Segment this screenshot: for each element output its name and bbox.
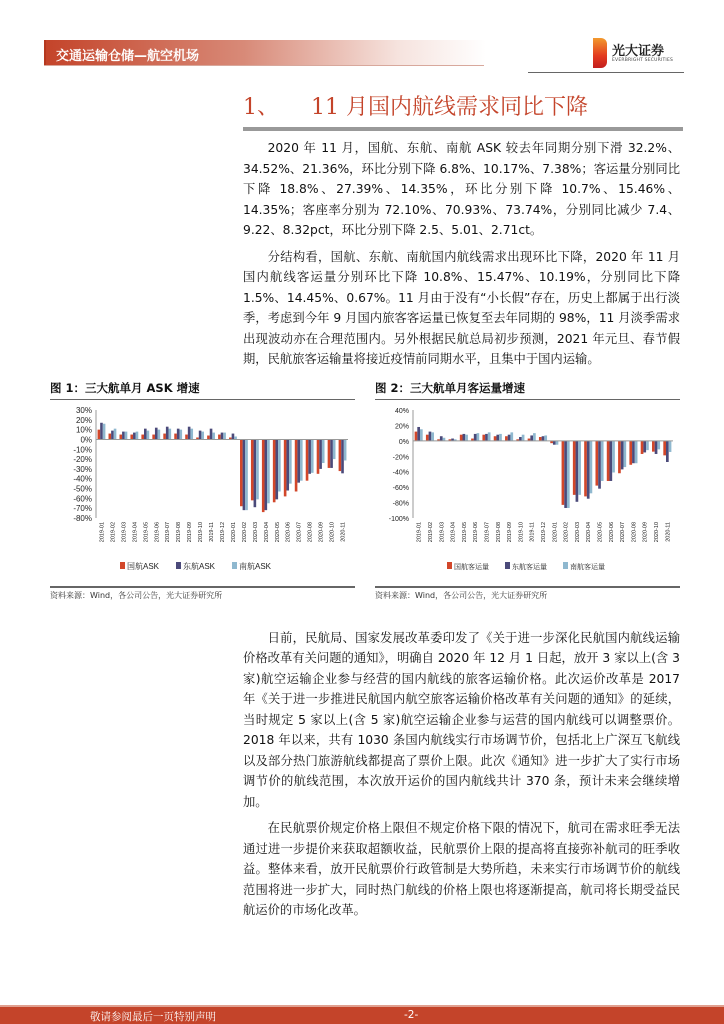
x-tick-label: 2020-01 — [230, 521, 237, 542]
bar-南航客运量 — [635, 440, 638, 462]
bar-南航ASK — [201, 431, 204, 439]
bar-南航客运量 — [499, 433, 502, 440]
bar-国航ASK — [98, 429, 101, 439]
paragraph-1: 2020 年 11 月，国航、东航、南航 ASK 较去年同期分别下滑 32.2%、34.52%、21.36%，环比分别下降 6.8%、10.17%、7.38%；客运量分别同比下降 18.8%、27.39%、14.35%，环比分别下降 10.7%、15.46%、14.35%；客座率分别为 72.10%、70.93%、73.74%，分别同比减少 7.4、9.22、8.32pct，环比分别下降 2.5、5.01、2.71ct。 — [243, 141, 680, 237]
bar-东航客运量 — [485, 433, 488, 440]
logo-mark-icon — [593, 38, 607, 68]
bar-东航客运量 — [417, 426, 420, 440]
bar-东航客运量 — [666, 440, 669, 461]
bar-国航客运量 — [629, 440, 632, 464]
bar-东航客运量 — [440, 436, 443, 441]
x-tick-label: 2020-07 — [296, 521, 303, 542]
legend-swatch — [232, 562, 237, 569]
bar-南航ASK — [158, 429, 161, 439]
x-tick-label: 2019-06 — [473, 521, 480, 542]
bar-南航ASK — [179, 429, 182, 439]
bar-东航客运量 — [553, 440, 556, 444]
bar-国航ASK — [218, 434, 221, 439]
bar-国航客运量 — [641, 440, 644, 453]
legend-label: 南航ASK — [239, 561, 272, 571]
bar-国航ASK — [152, 434, 155, 439]
legend-swatch — [447, 562, 452, 569]
section-title: 交通运输仓储—航空机场 — [56, 49, 200, 64]
x-tick-label: 2020-04 — [586, 521, 593, 542]
x-tick-label: 2019-04 — [450, 521, 457, 542]
x-tick-label: 2019-01 — [416, 521, 423, 542]
logo-english: EVERBRIGHT SECURITIES — [612, 58, 674, 63]
bar-南航ASK — [322, 439, 325, 463]
x-tick-label: 2019-10 — [518, 521, 525, 542]
bar-南航ASK — [256, 439, 259, 499]
bar-南航ASK — [125, 431, 128, 439]
bar-南航客运量 — [420, 429, 423, 441]
paragraph-4: 在民航票价规定价格上限但不规定价格下限的情况下，航司在需求旺季无法通过进一步提价来获取超额收益，民航票价上限的提高将直接弥补航司的旺季收益。整体来看，放开民航票价行政管制是大势所趋，未来实行市场调节价的航线范围将进一步扩大，同时热门航线的价格上限也将逐渐提高，航司将长期受益民航运价的市场化改革。 — [243, 821, 680, 917]
bar-东航ASK — [122, 431, 125, 439]
y-tick-label: -100% — [388, 515, 409, 523]
figure-2-source: 资料来源：Wind，各公司公告，光大证券研究所 — [375, 590, 548, 600]
y-tick-label: 40% — [394, 407, 409, 415]
y-tick-label: 20% — [394, 422, 409, 430]
bar-国航ASK — [306, 439, 309, 480]
legend-label: 南航客运量 — [570, 563, 605, 571]
bar-国航客运量 — [663, 440, 666, 455]
x-tick-label: 2020-10 — [329, 521, 336, 542]
x-tick-label: 2019-03 — [439, 521, 446, 542]
bar-东航客运量 — [519, 437, 522, 441]
legend-swatch — [563, 562, 568, 569]
bar-东航ASK — [166, 426, 169, 439]
bar-南航ASK — [267, 439, 270, 503]
bar-东航客运量 — [542, 436, 545, 441]
x-tick-label: 2019-10 — [198, 521, 205, 542]
bar-国航ASK — [207, 435, 210, 439]
bar-东航客运量 — [474, 433, 477, 440]
figure-2-chart — [375, 400, 680, 586]
bar-南航ASK — [190, 428, 193, 439]
bar-东航ASK — [100, 422, 103, 439]
x-tick-label: 2020-08 — [631, 521, 638, 542]
x-tick-label: 2019-11 — [529, 521, 536, 542]
x-tick-label: 2019-09 — [507, 521, 514, 542]
figure-2-title: 图 2：三大航单月客运量增速 — [375, 380, 526, 395]
bar-南航客运量 — [623, 440, 626, 466]
bar-南航客运量 — [544, 435, 547, 440]
x-tick-label: 2020-06 — [285, 521, 292, 542]
bar-国航ASK — [141, 434, 144, 439]
bar-东航客运量 — [496, 434, 499, 440]
bar-南航ASK — [114, 428, 117, 439]
bar-国航ASK — [328, 439, 331, 467]
bar-国航客运量 — [426, 434, 429, 440]
bar-南航ASK — [333, 439, 336, 459]
bar-东航ASK — [155, 427, 158, 439]
bar-国航ASK — [174, 433, 177, 439]
y-tick-label: -60% — [392, 484, 409, 492]
bar-国航客运量 — [494, 436, 497, 441]
bar-国航客运量 — [415, 431, 418, 440]
bar-国航客运量 — [539, 437, 542, 441]
figure-1-source: 资料来源：Wind，各公司公告，光大证券研究所 — [50, 590, 223, 600]
bar-国航ASK — [295, 439, 298, 491]
bar-东航ASK — [188, 426, 191, 439]
bar-南航客运量 — [646, 440, 649, 449]
bar-南航ASK — [278, 439, 281, 491]
footer-disclaimer-link: 敬请参阅最后一页特别声明 — [90, 1011, 216, 1023]
figures-row — [50, 380, 724, 602]
y-tick-label: -10% — [73, 444, 92, 454]
bar-东航ASK — [308, 439, 311, 473]
y-tick-label: -50% — [73, 484, 92, 494]
y-tick-label: -40% — [392, 469, 409, 477]
x-tick-label: 2020-05 — [274, 521, 281, 542]
x-tick-label: 2019-09 — [187, 521, 194, 542]
bar-南航ASK — [344, 439, 347, 460]
bar-南航客运量 — [465, 434, 468, 440]
bar-国航客运量 — [607, 440, 610, 480]
paragraph-3: 日前，民航局、国家发展改革委印发了《关于进一步深化民航国内航线运输价格改革有关问题的通知》，明确自 2020 年 12 月 1 日起，放开 3 家以上(含 3 家)航空运输企业参与经营的国内航线的旅客运输价格。此次运价改革是 2017 年《关于进一步推进民航国内航空旅客运输价格改革有关问题的通知》的延续，当时规定 5 家以上(含 5 家)航空运输企业参与运营的国内航线可以调整票价。2018 年以来，共有 1030 条国内航线实行市场调节价，包括北上广深互飞航线以及部分热门旅游航线都提高了票价上限。此次《通知》进一步扩大了实行市场调节价的航线范围，本次放开运价的国内航线共计 370 条，预计未来会继续增加。 — [243, 630, 680, 809]
bar-东航客运量 — [564, 440, 567, 507]
bar-东航ASK — [144, 428, 147, 439]
bar-国航ASK — [273, 439, 276, 502]
y-tick-label: 0% — [398, 438, 409, 446]
paragraph-2: 分结构看，国航、东航、南航国内航线需求出现环比下降，2020 年 11 月国内航线客运量分别环比下降 10.8%、15.47%、10.19%，分别同比下降 1.5%、14.45%、0.67%。11 月由于没有“小长假”存在，历史上都属于出行淡季，考虑到今年 9 月国内旅客客运量已恢复至去年同期的 98%，11 月淡季需求出现波动亦在合理范围内。另外根据民航总局初步预测，2021 年元旦、春节假期，民航旅客运输量将接近疫情前同期水平，且集中于国内运输。 — [243, 249, 680, 366]
legend-swatch — [505, 562, 510, 569]
bar-东航ASK — [133, 432, 136, 439]
bar-南航客运量 — [533, 433, 536, 441]
body-content — [0, 138, 724, 921]
x-tick-label: 2020-11 — [340, 521, 347, 542]
bar-南航ASK — [147, 430, 150, 439]
bar-东航客运量 — [643, 440, 646, 452]
bar-国航ASK — [262, 439, 265, 512]
bar-东航ASK — [265, 439, 268, 510]
bar-东航ASK — [341, 439, 344, 473]
legend-label: 东航ASK — [183, 561, 216, 571]
bar-东航客运量 — [463, 433, 466, 440]
bar-东航客运量 — [576, 440, 579, 501]
figure-1-title: 图 1：三大航单月 ASK 增速 — [50, 380, 200, 395]
bar-东航ASK — [330, 439, 333, 467]
bar-国航ASK — [130, 434, 133, 439]
x-tick-label: 2019-02 — [427, 521, 434, 542]
bar-国航客运量 — [562, 440, 565, 504]
figure-1-bottom-rule — [50, 586, 355, 588]
heading-title: 11 月国内航线需求同比下降 — [311, 95, 588, 120]
bar-国航客运量 — [652, 440, 655, 451]
bar-国航客运量 — [595, 440, 598, 485]
bar-东航ASK — [177, 428, 180, 439]
bar-东航客运量 — [655, 440, 658, 453]
x-tick-label: 2019-04 — [132, 521, 139, 542]
heading-underline — [243, 127, 683, 131]
bar-东航ASK — [199, 430, 202, 439]
bar-东航客运量 — [587, 440, 590, 498]
x-tick-label: 2020-03 — [252, 521, 259, 542]
bar-东航ASK — [297, 439, 300, 482]
footer-bar — [0, 1005, 724, 1024]
bar-南航ASK — [300, 439, 303, 480]
x-tick-label: 2019-07 — [484, 521, 491, 542]
bar-南航客运量 — [612, 440, 615, 472]
bar-国航ASK — [317, 439, 320, 473]
y-tick-label: -30% — [73, 464, 92, 474]
x-tick-label: 2019-07 — [165, 521, 172, 542]
bar-国航ASK — [163, 433, 166, 439]
bar-东航ASK — [111, 430, 114, 439]
y-tick-label: -80% — [73, 513, 92, 523]
x-tick-label: 2019-05 — [143, 521, 150, 542]
x-tick-label: 2020-02 — [241, 521, 248, 542]
x-tick-label: 2020-08 — [307, 521, 314, 542]
x-tick-label: 2019-11 — [209, 521, 216, 542]
bar-南航客运量 — [510, 432, 513, 440]
bar-南航客运量 — [669, 440, 672, 451]
bar-东航客运量 — [609, 440, 612, 480]
x-tick-label: 2020-09 — [642, 521, 649, 542]
bar-国航ASK — [339, 439, 342, 471]
x-tick-label: 2020-03 — [574, 521, 581, 542]
bar-东航ASK — [254, 439, 257, 507]
bar-南航ASK — [212, 432, 215, 439]
x-tick-label: 2019-03 — [121, 521, 128, 542]
y-tick-label: 20% — [75, 415, 92, 425]
y-tick-label: 30% — [75, 405, 92, 415]
bar-南航客运量 — [567, 440, 570, 507]
y-tick-label: -20% — [392, 453, 409, 461]
bar-东航客运量 — [621, 440, 624, 469]
y-tick-label: -70% — [73, 503, 92, 513]
x-tick-label: 2019-06 — [154, 521, 161, 542]
bar-南航ASK — [245, 439, 248, 510]
y-tick-label: -80% — [392, 500, 409, 508]
bar-南航ASK — [223, 432, 226, 439]
bar-国航ASK — [119, 434, 122, 439]
x-tick-label: 2019-08 — [495, 521, 502, 542]
bar-南航ASK — [136, 431, 139, 439]
bar-南航客运量 — [431, 432, 434, 440]
x-tick-label: 2019-05 — [461, 521, 468, 542]
bar-南航客运量 — [601, 440, 604, 480]
x-tick-label: 2020-07 — [620, 521, 627, 542]
figure-1 — [50, 380, 355, 602]
page-number: -2- — [404, 1009, 419, 1021]
bar-南航ASK — [289, 439, 292, 483]
x-tick-label: 2020-02 — [563, 521, 570, 542]
bar-东航ASK — [232, 433, 235, 439]
legend-label: 国航ASK — [127, 561, 160, 571]
bar-南航客运量 — [657, 440, 660, 448]
bar-南航客运量 — [590, 440, 593, 492]
bar-东航客运量 — [429, 431, 432, 440]
bar-国航客运量 — [573, 440, 576, 494]
x-tick-label: 2020-11 — [665, 521, 672, 542]
bar-东航客运量 — [508, 434, 511, 440]
bar-东航ASK — [286, 439, 289, 490]
bar-南航客运量 — [578, 440, 581, 494]
bar-国航ASK — [284, 439, 287, 496]
figure-1-chart — [50, 400, 355, 586]
x-tick-label: 2019-01 — [99, 521, 106, 542]
bar-国航客运量 — [584, 440, 587, 496]
x-tick-label: 2020-01 — [552, 521, 559, 542]
x-tick-label: 2019-08 — [176, 521, 183, 542]
bar-国航客运量 — [618, 440, 621, 472]
section-heading — [243, 94, 588, 122]
bar-东航客运量 — [632, 440, 635, 462]
bar-国航客运量 — [460, 434, 463, 440]
y-tick-label: -60% — [73, 493, 92, 503]
legend-swatch — [176, 562, 181, 569]
x-tick-label: 2020-06 — [608, 521, 615, 542]
heading-number: 1、 — [243, 95, 279, 120]
x-tick-label: 2019-12 — [541, 521, 547, 542]
x-tick-label: 2020-09 — [318, 521, 325, 542]
legend-label: 国航客运量 — [454, 563, 489, 571]
x-tick-label: 2020-10 — [654, 521, 661, 542]
bar-东航ASK — [243, 439, 246, 510]
y-tick-label: 10% — [75, 425, 92, 435]
bar-国航ASK — [185, 434, 188, 439]
header-divider — [44, 65, 484, 66]
bar-南航ASK — [103, 423, 106, 439]
bar-东航ASK — [275, 439, 278, 499]
figure-2-bottom-rule — [375, 586, 680, 588]
bar-南航客运量 — [488, 432, 491, 440]
bar-国航ASK — [109, 433, 112, 439]
company-logo — [590, 38, 684, 70]
bar-南航客运量 — [477, 433, 480, 441]
bar-国航客运量 — [505, 436, 508, 441]
bar-东航ASK — [221, 432, 224, 439]
legend-swatch — [120, 562, 125, 569]
x-tick-label: 2019-02 — [110, 521, 117, 542]
logo-divider — [528, 72, 684, 73]
bar-南航ASK — [169, 428, 172, 439]
x-tick-label: 2020-05 — [597, 521, 604, 542]
bar-国航ASK — [240, 439, 243, 506]
y-tick-label: -40% — [73, 474, 92, 484]
bar-南航客运量 — [522, 434, 525, 440]
legend-label: 东航客运量 — [512, 563, 547, 571]
bar-南航ASK — [311, 439, 314, 472]
y-tick-label: 0% — [80, 434, 92, 444]
figure-2 — [375, 380, 680, 602]
logo-name: 光大证券 — [612, 44, 665, 59]
bar-东航客运量 — [530, 435, 533, 440]
bar-东航ASK — [210, 428, 213, 439]
y-tick-label: -20% — [73, 454, 92, 464]
header-band — [44, 40, 486, 65]
bar-国航客运量 — [482, 434, 485, 440]
bar-国航ASK — [251, 439, 254, 500]
bar-东航ASK — [319, 439, 322, 468]
bar-东航客运量 — [598, 440, 601, 488]
x-tick-label: 2019-12 — [220, 521, 226, 542]
bar-南航客运量 — [556, 440, 559, 444]
x-tick-label: 2020-04 — [263, 521, 270, 542]
